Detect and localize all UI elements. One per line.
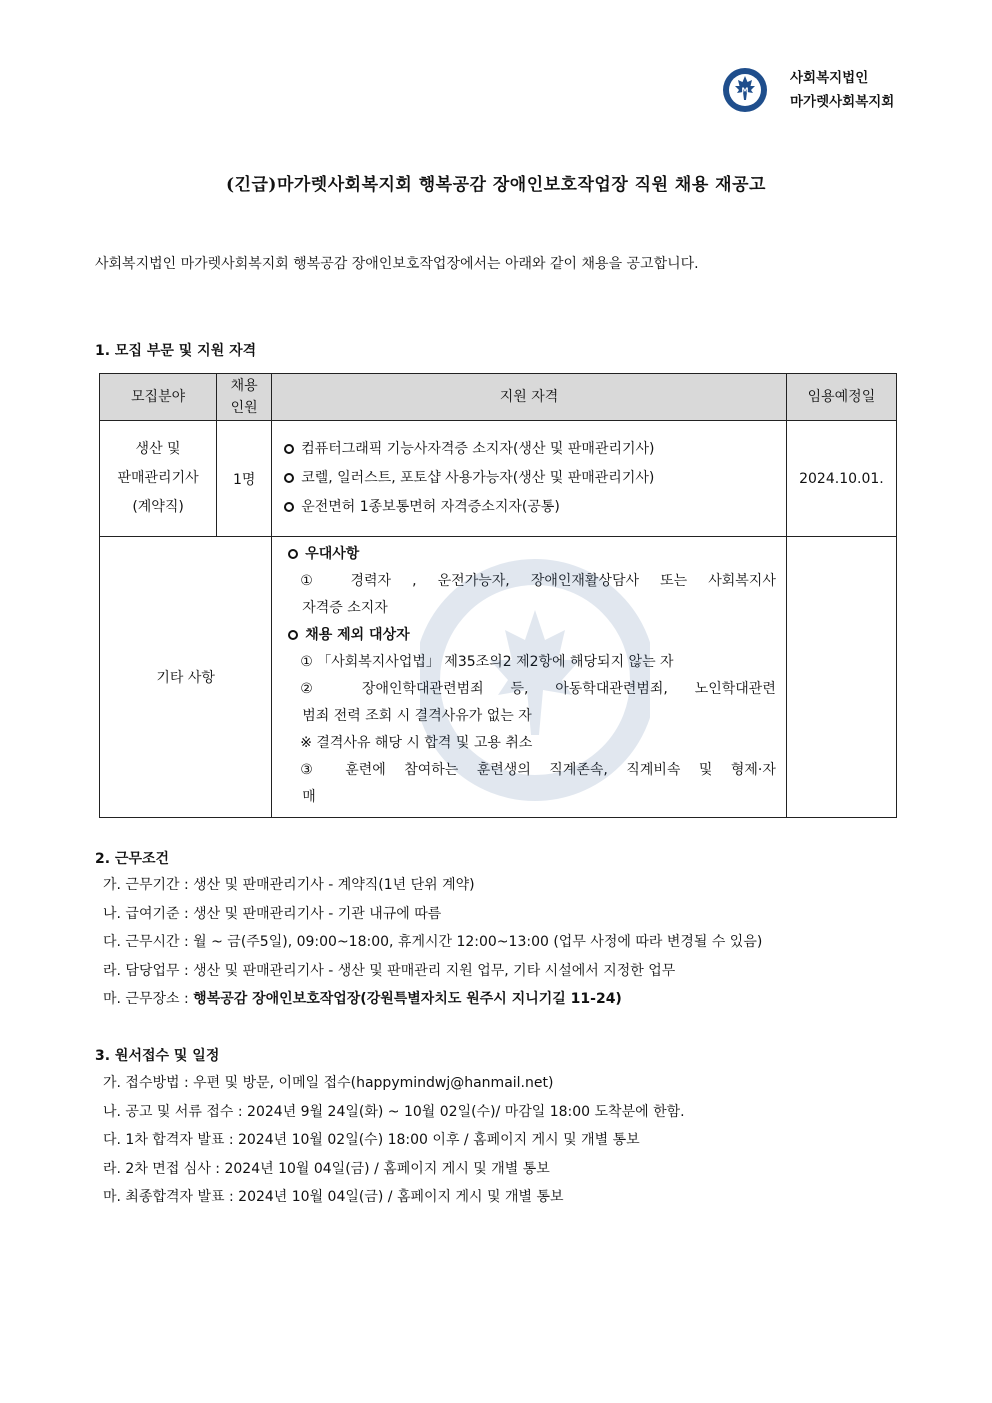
excluded-item: ① 「사회복지사업법」 제35조의2 제2항에 해당되지 않는 자 [300, 654, 674, 670]
cell-etc-details [272, 537, 787, 818]
cell-etc-label: 기타 사항 [100, 537, 272, 818]
qualification-item: 컴퓨터그래픽 기능사자격증 소지자(생산 및 판매관리기사) [284, 435, 776, 464]
list-item: 라. 담당업무 : 생산 및 판매관리기사 - 생산 및 판매관리 지원 업무, 기타 시설에서 지정한 업무 [103, 962, 676, 979]
section2-heading: 2. 근무조건 [95, 851, 170, 867]
table-row [100, 421, 897, 537]
application-schedule [103, 1069, 685, 1212]
header-count-line1: 채용 [230, 378, 258, 394]
excluded-item: ② 장애인학대관련범죄 등, 아동학대관련범죄, 노인학대관련 [300, 681, 776, 697]
excluded-item: ③ 훈련에 참여하는 훈련생의 직계존속, 직계비속 및 형제·자 [300, 762, 776, 778]
bullet-icon [288, 549, 298, 559]
field-line: 판매관리기사 [117, 470, 199, 486]
logo-letter: M [741, 86, 749, 95]
table-header-row [100, 374, 897, 421]
list-item: 다. 1차 합격자 발표 : 2024년 10월 02일(수) 18:00 이후 / 홈페이지 게시 및 개별 통보 [103, 1132, 640, 1148]
list-item: 나. 급여기준 : 생산 및 판매관리기사 - 기관 내규에 따름 [103, 905, 442, 922]
cell-qualifications [272, 421, 787, 537]
cell-start-date: 2024.10.01. [786, 421, 896, 537]
maple-leaf-seal-icon [722, 67, 768, 113]
field-line: (계약직) [132, 499, 184, 515]
header-start-date: 임용예정일 [786, 374, 896, 421]
header-count [217, 374, 272, 421]
header-field: 모집분야 [100, 374, 217, 421]
cell-field [100, 421, 217, 537]
qualification-item: 코렐, 일러스트, 포토샵 사용가능자(생산 및 판매관리기사) [284, 464, 776, 493]
page-title: (긴급)마가렛사회복지회 행복공감 장애인보호작업장 직원 채용 재공고 [226, 175, 766, 195]
org-name-line2: 마가렛사회복지회 [790, 94, 895, 110]
excluded-item-cont: 범죄 전력 조회 시 결격사유가 없는 자 [302, 708, 532, 724]
cell-etc-empty [786, 537, 896, 818]
section1-heading: 1. 모집 부문 및 지원 자격 [95, 343, 257, 359]
excluded-heading: 채용 제외 대상자 [288, 622, 776, 649]
list-item: 가. 근무기간 : 생산 및 판매관리기사 - 계약직(1년 단위 계약) [103, 877, 475, 893]
list-item: 나. 공고 및 서류 접수 : 2024년 9월 24일(화) ~ 10월 02일(수)/ 마감일 18:00 도착분에 한함. [103, 1103, 685, 1120]
bullet-icon [284, 444, 294, 454]
table-row [100, 537, 897, 818]
recruitment-table [99, 373, 897, 818]
excluded-note: ※ 결격사유 해당 시 합격 및 고용 취소 [300, 735, 533, 751]
bullet-icon [284, 502, 294, 512]
list-item: 마. 최종합격자 발표 : 2024년 10월 04일(금) / 홈페이지 게시 및 개별 통보 [103, 1189, 564, 1205]
cell-count: 1명 [217, 421, 272, 537]
preferred-item-cont: 자격증 소지자 [302, 600, 388, 616]
list-item: 다. 근무시간 : 월 ~ 금(주5일), 09:00~18:00, 휴게시간 12:00~13:00 (업무 사정에 따라 변경될 수 있음) [103, 934, 763, 950]
list-item: 가. 접수방법 : 우편 및 방문, 이메일 접수(happymindwj@hanmail.net) [103, 1075, 554, 1091]
bullet-icon [288, 630, 298, 640]
header-qualification: 지원 자격 [272, 374, 787, 421]
list-item: 라. 2차 면접 심사 : 2024년 10월 04일(금) / 홈페이지 게시 및 개별 통보 [103, 1160, 550, 1177]
field-line: 생산 및 [135, 441, 181, 457]
preferred-item: ① 경력자 , 운전가능자, 장애인재활상담사 또는 사회복지사 [300, 573, 776, 589]
org-name-line1: 사회복지법인 [790, 70, 869, 86]
qualification-item: 운전면허 1종보통면허 자격증소지자(공통) [284, 493, 776, 522]
org-header [722, 66, 894, 114]
work-conditions [103, 871, 762, 1014]
bullet-icon [284, 473, 294, 483]
intro-text: 사회복지법인 마가렛사회복지회 행복공감 장애인보호작업장에서는 아래와 같이 채용을 공고합니다. [95, 256, 699, 272]
preferred-heading: 우대사항 [288, 541, 776, 568]
work-place: 행복공감 장애인보호작업장(강원특별자치도 원주시 지니기길 11-24) [193, 991, 622, 1007]
section3-heading: 3. 원서접수 및 일정 [95, 1048, 220, 1064]
excluded-item-cont: 매 [302, 789, 316, 805]
header-count-line2: 인원 [230, 400, 258, 416]
list-item: 마. 근무장소 : 행복공감 장애인보호작업장(강원특별자치도 원주시 지니기길 11-24) [103, 991, 622, 1007]
